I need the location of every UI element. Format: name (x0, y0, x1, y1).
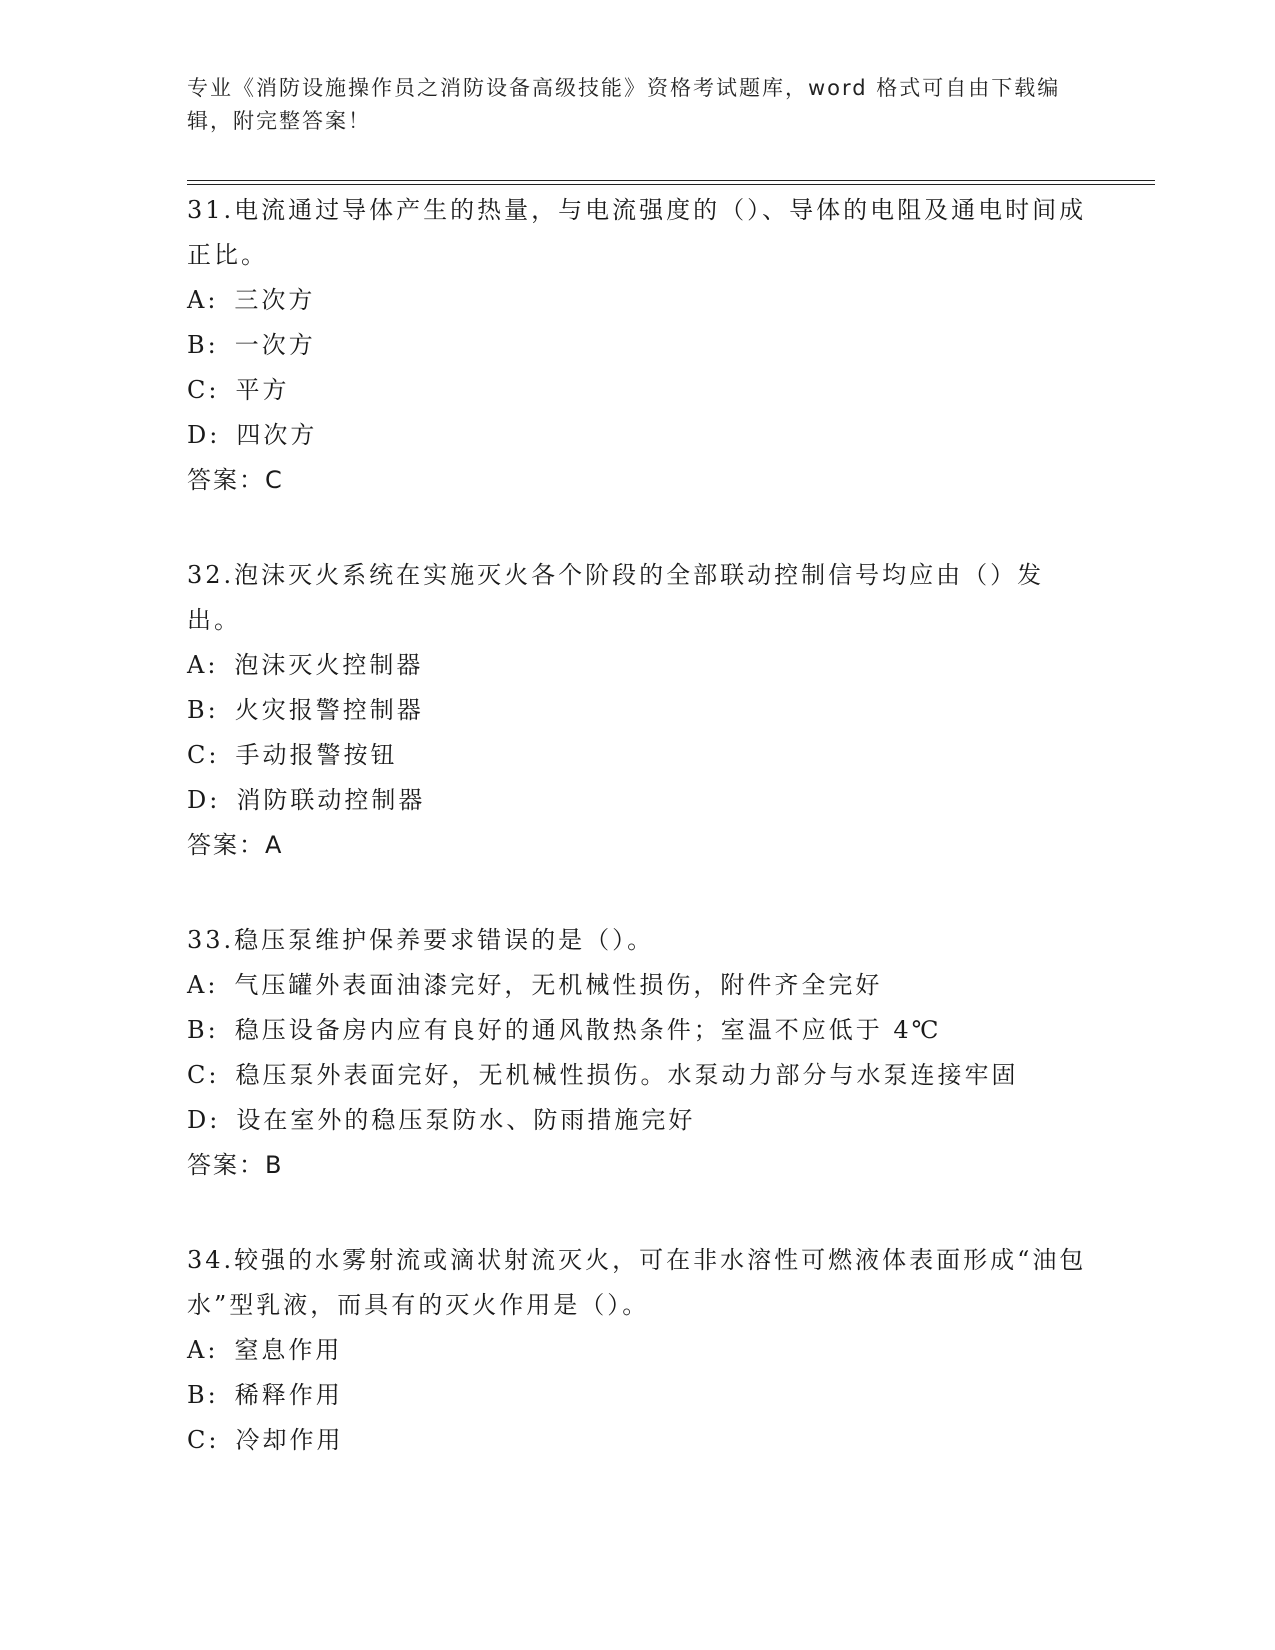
option-d (187, 1098, 1087, 1143)
option-text: 窒息作用 (234, 1336, 343, 1364)
header-text: 专业《消防设施操作员之消防设备高级技能》资格考试题库，word 格式可自由下载编辑，附完整答案！ (187, 76, 1061, 133)
option-b (187, 688, 1087, 733)
question-stem: 31.电流通过导体产生的热量，与电流强度的（）、导体的电阻及通电时间成正比。 (187, 196, 1087, 269)
option-b (187, 1373, 1087, 1418)
answer-line: 答案：C (187, 466, 284, 494)
option-b (187, 1008, 1087, 1053)
option-key: A: (187, 651, 219, 679)
option-c (187, 368, 1087, 413)
question-32 (187, 553, 1087, 868)
option-key: B: (187, 1016, 219, 1044)
option-key: C: (187, 376, 220, 404)
option-key: B: (187, 696, 219, 724)
option-text: 稳压设备房内应有良好的通风散热条件；室温不应低于 4℃ (234, 1016, 942, 1044)
option-key: D: (187, 1106, 221, 1134)
option-text: 平方 (235, 376, 290, 404)
option-key: B: (187, 331, 219, 359)
option-a (187, 278, 1087, 323)
option-text: 消防联动控制器 (236, 786, 426, 814)
option-text: 冷却作用 (235, 1426, 344, 1454)
option-key: D: (187, 421, 221, 449)
option-text: 手动报警按钮 (235, 741, 398, 769)
answer-line: 答案：B (187, 1151, 284, 1179)
question-33 (187, 918, 1087, 1188)
option-text: 气压罐外表面油漆完好，无机械性损伤，附件齐全完好 (234, 971, 883, 999)
option-key: C: (187, 1061, 220, 1089)
question-stem: 32.泡沫灭火系统在实施灭火各个阶段的全部联动控制信号均应由（）发出。 (187, 561, 1045, 634)
option-a (187, 963, 1087, 1008)
option-text: 泡沫灭火控制器 (234, 651, 424, 679)
option-key: D: (187, 786, 221, 814)
option-key: C: (187, 741, 220, 769)
option-key: A: (187, 1336, 219, 1364)
question-stem: 33.稳压泵维护保养要求错误的是（）。 (187, 926, 655, 954)
option-text: 稳压泵外表面完好，无机械性损伤。水泵动力部分与水泵连接牢固 (235, 1061, 1019, 1089)
option-text: 一次方 (234, 331, 316, 359)
option-a (187, 643, 1087, 688)
option-key: C: (187, 1426, 220, 1454)
option-d (187, 413, 1087, 458)
option-b (187, 323, 1087, 368)
option-text: 稀释作用 (234, 1381, 343, 1409)
option-key: A: (187, 971, 219, 999)
header-rule-bottom (187, 184, 1155, 185)
option-text: 四次方 (236, 421, 318, 449)
option-d (187, 778, 1087, 823)
option-a (187, 1328, 1087, 1373)
header-rule-top (187, 180, 1155, 181)
answer-line: 答案：A (187, 831, 284, 859)
option-c (187, 1418, 1087, 1463)
option-c (187, 1053, 1087, 1098)
option-key: A: (187, 286, 219, 314)
option-text: 三次方 (234, 286, 316, 314)
option-text: 火灾报警控制器 (234, 696, 424, 724)
question-stem: 34.较强的水雾射流或滴状射流灭火，可在非水溶性可燃液体表面形成“油包水”型乳液，而具有的灭火作用是（）。 (187, 1246, 1087, 1319)
question-34 (187, 1238, 1087, 1463)
option-key: B: (187, 1381, 219, 1409)
option-text: 设在室外的稳压泵防水、防雨措施完好 (236, 1106, 696, 1134)
option-c (187, 733, 1087, 778)
question-31 (187, 188, 1087, 503)
